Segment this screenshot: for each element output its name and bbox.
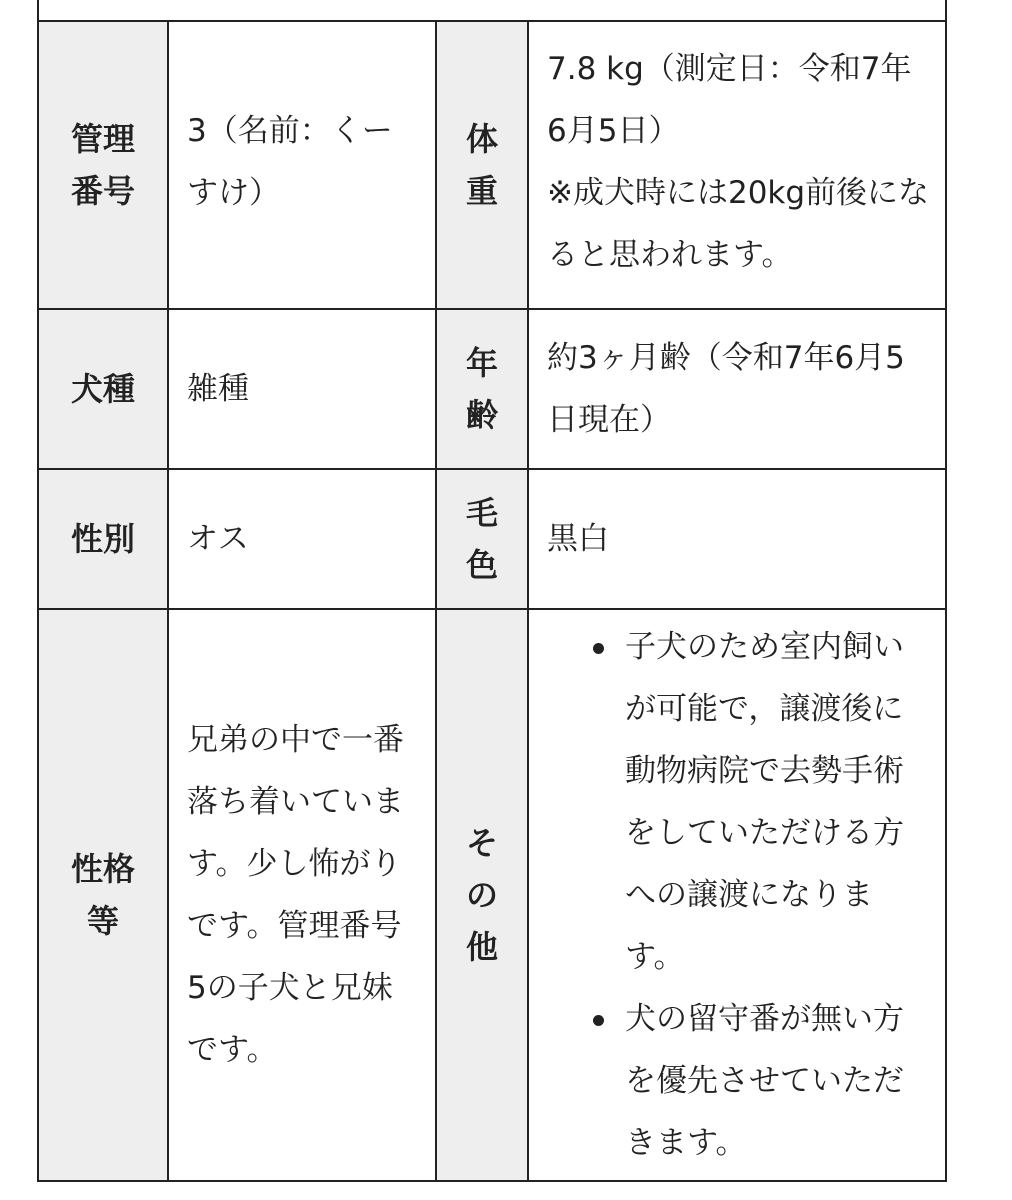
table-top-cell	[38, 0, 946, 21]
value-management-number: 3（名前：くーすけ）	[187, 113, 393, 211]
label-management-number: 管理番号	[70, 120, 135, 210]
value-breed: 雑種	[187, 371, 249, 407]
label-other: その他	[465, 824, 498, 966]
value-cell-management-number	[168, 21, 436, 309]
value-cell-breed	[168, 309, 436, 469]
other-notes-list	[547, 616, 931, 1174]
label-cell-management-number	[38, 21, 168, 309]
label-cell-other	[436, 609, 528, 1181]
label-personality: 性格等	[70, 850, 135, 940]
table-row	[38, 609, 946, 1181]
label-weight: 体重	[465, 120, 498, 210]
value-cell-personality	[168, 609, 436, 1181]
table-row	[38, 469, 946, 609]
value-personality: 兄弟の中で一番落ち着いています。少し怖がりです。管理番号5の子犬と兄妹です。	[187, 722, 404, 1068]
dog-info-table	[37, 0, 947, 1182]
label-age: 年齢	[465, 344, 498, 434]
label-cell-breed	[38, 309, 168, 469]
value-cell-age	[528, 309, 946, 469]
value-cell-weight	[528, 21, 946, 309]
label-sex: 性別	[70, 520, 135, 558]
value-cell-sex	[168, 469, 436, 609]
label-cell-weight	[436, 21, 528, 309]
label-cell-personality	[38, 609, 168, 1181]
list-item: 子犬のため室内飼いが可能で，譲渡後に動物病院で去勢手術をしていただける方への譲渡になります。	[625, 616, 931, 988]
value-coat-color: 黒白	[547, 521, 609, 557]
value-cell-other	[528, 609, 946, 1181]
value-sex: オス	[187, 521, 249, 557]
value-cell-coat-color	[528, 469, 946, 609]
label-cell-sex	[38, 469, 168, 609]
dog-info-table-wrapper	[37, 0, 947, 1182]
table-row	[38, 309, 946, 469]
table-top-row	[38, 0, 946, 21]
value-age: 約3ヶ月齢（令和7年6月5日現在）	[547, 340, 905, 438]
label-coat-color: 毛色	[465, 494, 498, 584]
label-breed: 犬種	[70, 370, 135, 408]
list-item: 犬の留守番が無い方を優先させていただきます。	[625, 988, 931, 1174]
table-row	[38, 21, 946, 309]
label-cell-coat-color	[436, 469, 528, 609]
label-cell-age	[436, 309, 528, 469]
value-weight: 7.8 kg（測定日：令和7年6月5日） ※成犬時には20kg前後になると思われます。	[547, 51, 930, 273]
